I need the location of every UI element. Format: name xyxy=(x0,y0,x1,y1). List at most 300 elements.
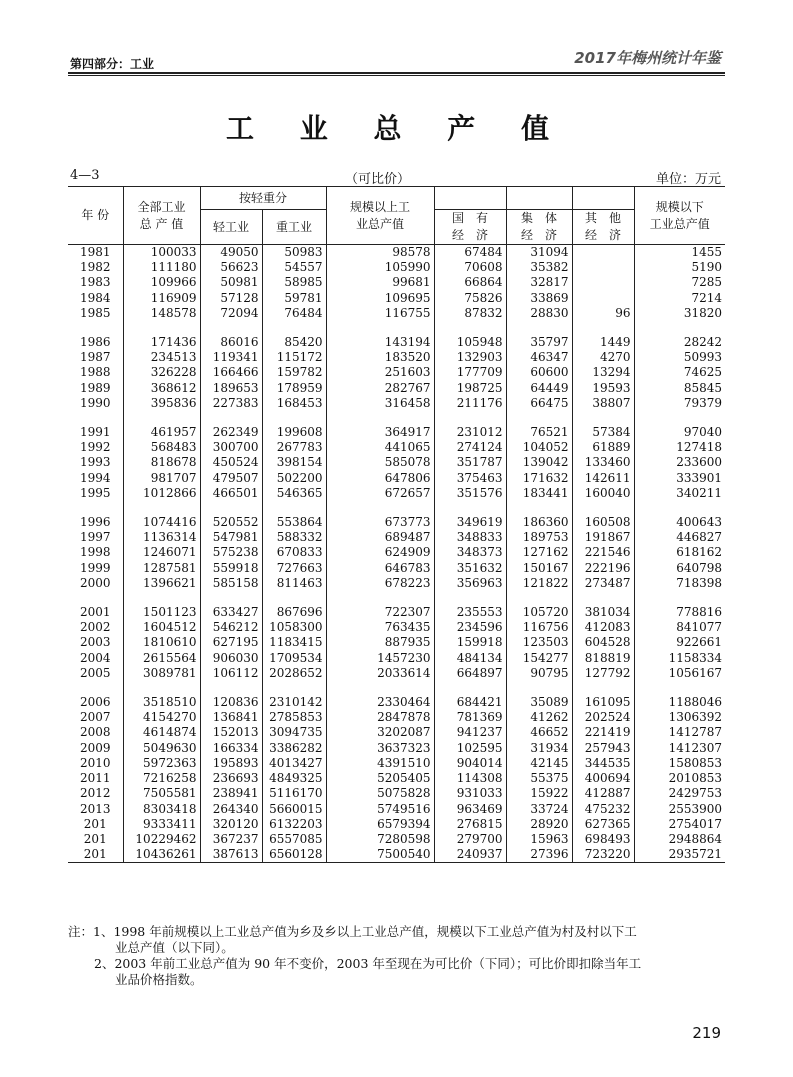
cell-heavy: 553864 xyxy=(262,515,326,530)
cell-total: 568483 xyxy=(123,440,200,455)
cell-above: 5205405 xyxy=(326,771,434,786)
cell-above: 5749516 xyxy=(326,802,434,817)
cell-above: 585078 xyxy=(326,455,434,470)
cell-state: 348833 xyxy=(434,530,506,545)
cell-collective: 183441 xyxy=(506,486,572,501)
cell-year: 1986 xyxy=(68,335,123,350)
cell-other: 61889 xyxy=(572,440,634,455)
cell-total: 1604512 xyxy=(123,620,200,635)
cell-state: 276815 xyxy=(434,817,506,832)
gap-cell xyxy=(123,411,200,425)
cell-collective: 46652 xyxy=(506,725,572,740)
cell-heavy: 85420 xyxy=(262,335,326,350)
cell-total: 5049630 xyxy=(123,741,200,756)
gap-cell xyxy=(434,591,506,605)
cell-other: 38807 xyxy=(572,396,634,411)
header-rule xyxy=(68,72,725,74)
cell-collective: 31934 xyxy=(506,741,572,756)
cell-above: 441065 xyxy=(326,440,434,455)
cell-below: 2010853 xyxy=(634,771,725,786)
col-other-line1: 其 他 xyxy=(585,211,622,225)
cell-total: 10229462 xyxy=(123,832,200,847)
cell-year: 2004 xyxy=(68,651,123,666)
cell-total: 111180 xyxy=(123,260,200,275)
table-row xyxy=(68,396,725,411)
cell-light: 120836 xyxy=(200,695,262,710)
table-row xyxy=(68,817,725,832)
cell-collective: 41262 xyxy=(506,710,572,725)
col-below xyxy=(634,187,725,245)
cell-heavy: 1058300 xyxy=(262,620,326,635)
gap-cell xyxy=(326,591,434,605)
cell-above: 116755 xyxy=(326,306,434,321)
table-row xyxy=(68,440,725,455)
cell-state: 781369 xyxy=(434,710,506,725)
cell-year: 2005 xyxy=(68,666,123,681)
cell-above: 5075828 xyxy=(326,786,434,801)
gap-cell xyxy=(262,321,326,335)
cell-collective: 116756 xyxy=(506,620,572,635)
gap-cell xyxy=(262,411,326,425)
cell-year: 201 xyxy=(68,832,123,847)
cell-above: 678223 xyxy=(326,576,434,591)
cell-above: 4391510 xyxy=(326,756,434,771)
cell-light: 236693 xyxy=(200,771,262,786)
cell-state: 132903 xyxy=(434,350,506,365)
gap-cell xyxy=(262,591,326,605)
cell-total: 1136314 xyxy=(123,530,200,545)
cell-year: 2006 xyxy=(68,695,123,710)
table-id: 4—3 xyxy=(70,168,100,183)
cell-heavy: 398154 xyxy=(262,455,326,470)
cell-collective: 33724 xyxy=(506,802,572,817)
cell-above: 183520 xyxy=(326,350,434,365)
cell-state: 87832 xyxy=(434,306,506,321)
cell-state: 684421 xyxy=(434,695,506,710)
table-row xyxy=(68,756,725,771)
cell-state: 348373 xyxy=(434,545,506,560)
cell-below: 1580853 xyxy=(634,756,725,771)
table-row xyxy=(68,515,725,530)
cell-light: 50981 xyxy=(200,275,262,290)
table-row xyxy=(68,847,725,863)
cell-above: 2330464 xyxy=(326,695,434,710)
cell-other: 412083 xyxy=(572,620,634,635)
cell-year: 1992 xyxy=(68,440,123,455)
col-year: 年 份 xyxy=(68,187,123,245)
cell-above: 624909 xyxy=(326,545,434,560)
col-above-line2: 业总产值 xyxy=(356,216,405,231)
cell-year: 1999 xyxy=(68,561,123,576)
cell-collective: 27396 xyxy=(506,847,572,863)
table-row xyxy=(68,260,725,275)
cell-collective: 28830 xyxy=(506,306,572,321)
cell-state: 102595 xyxy=(434,741,506,756)
note-1-cont: 业总产值（以下同）。 xyxy=(115,940,234,955)
cell-total: 1501123 xyxy=(123,605,200,620)
cell-collective: 186360 xyxy=(506,515,572,530)
col-total-line1: 全部工业 xyxy=(137,199,186,214)
cell-year: 1983 xyxy=(68,275,123,290)
page-title: 工 业 总 产 值 xyxy=(226,112,567,145)
cell-light: 547981 xyxy=(200,530,262,545)
cell-below: 618162 xyxy=(634,545,725,560)
cell-other: 96 xyxy=(572,306,634,321)
cell-state: 904014 xyxy=(434,756,506,771)
cell-state: 177709 xyxy=(434,365,506,380)
cell-below: 333901 xyxy=(634,471,725,486)
cell-state: 351787 xyxy=(434,455,506,470)
cell-above: 647806 xyxy=(326,471,434,486)
cell-total: 8303418 xyxy=(123,802,200,817)
cell-below: 79379 xyxy=(634,396,725,411)
table-row xyxy=(68,486,725,501)
cell-light: 166334 xyxy=(200,741,262,756)
cell-above: 99681 xyxy=(326,275,434,290)
cell-other: 723220 xyxy=(572,847,634,863)
cell-collective: 90795 xyxy=(506,666,572,681)
cell-heavy: 1183415 xyxy=(262,635,326,650)
cell-below: 1412307 xyxy=(634,741,725,756)
table-row xyxy=(68,350,725,365)
cell-total: 10436261 xyxy=(123,847,200,863)
cell-total: 3089781 xyxy=(123,666,200,681)
footnotes xyxy=(68,924,728,988)
cell-total: 9333411 xyxy=(123,817,200,832)
gap-cell xyxy=(200,411,262,425)
cell-below: 31820 xyxy=(634,306,725,321)
gap-cell xyxy=(326,501,434,515)
gap-cell xyxy=(572,321,634,335)
cell-collective: 123503 xyxy=(506,635,572,650)
cell-light: 633427 xyxy=(200,605,262,620)
cell-above: 7280598 xyxy=(326,832,434,847)
cell-state: 240937 xyxy=(434,847,506,863)
cell-below: 718398 xyxy=(634,576,725,591)
cell-year: 2010 xyxy=(68,756,123,771)
yearbook-label: 2017年梅州统计年鉴 xyxy=(574,49,721,67)
cell-light: 585158 xyxy=(200,576,262,591)
cell-total: 7216258 xyxy=(123,771,200,786)
cell-other: 160508 xyxy=(572,515,634,530)
group-gap xyxy=(68,501,725,515)
cell-other: 1449 xyxy=(572,335,634,350)
cell-state: 105948 xyxy=(434,335,506,350)
col-below-line2: 工业总产值 xyxy=(649,216,710,231)
cell-other: 273487 xyxy=(572,576,634,591)
gap-cell xyxy=(326,681,434,695)
cell-other: 221546 xyxy=(572,545,634,560)
cell-heavy: 76484 xyxy=(262,306,326,321)
table-row xyxy=(68,275,725,290)
cell-light: 466501 xyxy=(200,486,262,501)
cell-total: 171436 xyxy=(123,335,200,350)
table-row xyxy=(68,381,725,396)
cell-year: 2003 xyxy=(68,635,123,650)
cell-year: 1982 xyxy=(68,260,123,275)
cell-year: 1991 xyxy=(68,425,123,440)
cell-heavy: 115172 xyxy=(262,350,326,365)
gap-cell xyxy=(123,501,200,515)
gap-cell xyxy=(572,591,634,605)
cell-year: 2007 xyxy=(68,710,123,725)
cell-heavy: 2785853 xyxy=(262,710,326,725)
cell-year: 1990 xyxy=(68,396,123,411)
col-light-heavy: 按轻重分 xyxy=(200,187,326,210)
cell-heavy: 670833 xyxy=(262,545,326,560)
cell-light: 367237 xyxy=(200,832,262,847)
cell-total: 395836 xyxy=(123,396,200,411)
cell-heavy: 199608 xyxy=(262,425,326,440)
cell-below: 2935721 xyxy=(634,847,725,863)
cell-heavy: 727663 xyxy=(262,561,326,576)
cell-state: 351632 xyxy=(434,561,506,576)
gap-cell xyxy=(434,501,506,515)
table-row xyxy=(68,695,725,710)
cell-collective: 15922 xyxy=(506,786,572,801)
cell-heavy: 588332 xyxy=(262,530,326,545)
table-row xyxy=(68,605,725,620)
table-row xyxy=(68,576,725,591)
cell-total: 4614874 xyxy=(123,725,200,740)
gap-cell xyxy=(200,591,262,605)
cell-heavy: 2310142 xyxy=(262,695,326,710)
cell-below: 1455 xyxy=(634,245,725,261)
gap-cell xyxy=(326,411,434,425)
col-above-sub-spacer2 xyxy=(506,187,572,210)
cell-total: 981707 xyxy=(123,471,200,486)
unit-label: 单位：万元 xyxy=(655,172,721,187)
cell-heavy: 159782 xyxy=(262,365,326,380)
cell-light: 189653 xyxy=(200,381,262,396)
cell-below: 7214 xyxy=(634,291,725,306)
cell-below: 97040 xyxy=(634,425,725,440)
cell-above: 3202087 xyxy=(326,725,434,740)
cell-heavy: 267783 xyxy=(262,440,326,455)
note-2: 2、2003 年前工业总产值为 90 年不变价，2003 年至现在为可比价（下同）；可比价即扣除当年工 xyxy=(94,956,642,971)
cell-year: 201 xyxy=(68,817,123,832)
cell-light: 264340 xyxy=(200,802,262,817)
gap-cell xyxy=(68,501,123,515)
gap-cell xyxy=(572,411,634,425)
price-basis: （可比价） xyxy=(345,172,411,187)
cell-total: 4154270 xyxy=(123,710,200,725)
cell-other: 161095 xyxy=(572,695,634,710)
cell-other: 381034 xyxy=(572,605,634,620)
gap-cell xyxy=(200,681,262,695)
cell-heavy: 3094735 xyxy=(262,725,326,740)
cell-total: 1810610 xyxy=(123,635,200,650)
cell-below: 1412787 xyxy=(634,725,725,740)
cell-above: 1457230 xyxy=(326,651,434,666)
cell-below: 841077 xyxy=(634,620,725,635)
cell-state: 941237 xyxy=(434,725,506,740)
cell-other: 127792 xyxy=(572,666,634,681)
cell-light: 119341 xyxy=(200,350,262,365)
cell-below: 233600 xyxy=(634,455,725,470)
col-state-line1: 国 有 xyxy=(452,211,489,225)
cell-year: 2002 xyxy=(68,620,123,635)
cell-collective: 15963 xyxy=(506,832,572,847)
cell-collective: 189753 xyxy=(506,530,572,545)
gap-cell xyxy=(68,321,123,335)
cell-collective: 35089 xyxy=(506,695,572,710)
col-total-line2: 总 产 值 xyxy=(139,216,184,231)
col-state xyxy=(434,210,506,245)
cell-below: 640798 xyxy=(634,561,725,576)
cell-below: 1306392 xyxy=(634,710,725,725)
gap-cell xyxy=(506,501,572,515)
cell-total: 100033 xyxy=(123,245,200,261)
cell-collective: 46347 xyxy=(506,350,572,365)
cell-other xyxy=(572,291,634,306)
cell-below: 50993 xyxy=(634,350,725,365)
gap-cell xyxy=(506,411,572,425)
gap-cell xyxy=(68,591,123,605)
cell-total: 2615564 xyxy=(123,651,200,666)
cell-above: 143194 xyxy=(326,335,434,350)
cell-above: 7500540 xyxy=(326,847,434,863)
col-above-sub-spacer3 xyxy=(572,187,634,210)
col-collective xyxy=(506,210,572,245)
gap-cell xyxy=(326,321,434,335)
cell-state: 274124 xyxy=(434,440,506,455)
cell-below: 2754017 xyxy=(634,817,725,832)
cell-light: 227383 xyxy=(200,396,262,411)
cell-light: 136841 xyxy=(200,710,262,725)
col-collective-line2: 经 济 xyxy=(521,228,558,242)
cell-total: 109966 xyxy=(123,275,200,290)
cell-state: 235553 xyxy=(434,605,506,620)
cell-total: 3518510 xyxy=(123,695,200,710)
table-row xyxy=(68,471,725,486)
cell-collective: 150167 xyxy=(506,561,572,576)
cell-total: 1012866 xyxy=(123,486,200,501)
table-row xyxy=(68,245,725,261)
table-row xyxy=(68,725,725,740)
cell-collective: 139042 xyxy=(506,455,572,470)
cell-state: 231012 xyxy=(434,425,506,440)
cell-below: 74625 xyxy=(634,365,725,380)
cell-below: 1188046 xyxy=(634,695,725,710)
cell-collective: 76521 xyxy=(506,425,572,440)
cell-heavy: 4013427 xyxy=(262,756,326,771)
gap-cell xyxy=(262,501,326,515)
table-row xyxy=(68,306,725,321)
cell-total: 234513 xyxy=(123,350,200,365)
cell-other: 19593 xyxy=(572,381,634,396)
cell-collective: 64449 xyxy=(506,381,572,396)
cell-year: 1995 xyxy=(68,486,123,501)
cell-below: 340211 xyxy=(634,486,725,501)
cell-light: 166466 xyxy=(200,365,262,380)
gap-cell xyxy=(634,591,725,605)
cell-year: 2013 xyxy=(68,802,123,817)
cell-collective: 42145 xyxy=(506,756,572,771)
cell-other: 221419 xyxy=(572,725,634,740)
cell-heavy: 5116170 xyxy=(262,786,326,801)
cell-collective: 35382 xyxy=(506,260,572,275)
cell-below: 400643 xyxy=(634,515,725,530)
cell-year: 2001 xyxy=(68,605,123,620)
cell-below: 2429753 xyxy=(634,786,725,801)
table-row xyxy=(68,832,725,847)
cell-light: 546212 xyxy=(200,620,262,635)
cell-year: 2009 xyxy=(68,741,123,756)
gap-cell xyxy=(506,681,572,695)
gap-cell xyxy=(634,321,725,335)
cell-below: 1056167 xyxy=(634,666,725,681)
cell-below: 2553900 xyxy=(634,802,725,817)
gap-cell xyxy=(123,681,200,695)
cell-state: 234596 xyxy=(434,620,506,635)
cell-heavy: 6557085 xyxy=(262,832,326,847)
table-row xyxy=(68,741,725,756)
cell-collective: 154277 xyxy=(506,651,572,666)
cell-state: 664897 xyxy=(434,666,506,681)
industrial-output-table xyxy=(68,186,725,863)
cell-above: 2847878 xyxy=(326,710,434,725)
cell-above: 672657 xyxy=(326,486,434,501)
cell-other: 475232 xyxy=(572,802,634,817)
cell-collective: 33869 xyxy=(506,291,572,306)
cell-above: 673773 xyxy=(326,515,434,530)
cell-above: 282767 xyxy=(326,381,434,396)
cell-state: 67484 xyxy=(434,245,506,261)
cell-above: 6579394 xyxy=(326,817,434,832)
cell-other: 818819 xyxy=(572,651,634,666)
group-gap xyxy=(68,321,725,335)
cell-other xyxy=(572,260,634,275)
col-heavy: 重工业 xyxy=(262,210,326,245)
table-body xyxy=(68,245,725,863)
cell-collective: 104052 xyxy=(506,440,572,455)
cell-state: 198725 xyxy=(434,381,506,396)
col-collective-line1: 集 体 xyxy=(521,211,558,225)
cell-above: 316458 xyxy=(326,396,434,411)
cell-year: 1987 xyxy=(68,350,123,365)
cell-state: 66864 xyxy=(434,275,506,290)
cell-heavy: 58985 xyxy=(262,275,326,290)
table-row xyxy=(68,651,725,666)
cell-collective: 171632 xyxy=(506,471,572,486)
cell-heavy: 168453 xyxy=(262,396,326,411)
cell-heavy: 6132203 xyxy=(262,817,326,832)
cell-state: 75826 xyxy=(434,291,506,306)
cell-state: 70608 xyxy=(434,260,506,275)
cell-state: 279700 xyxy=(434,832,506,847)
col-other xyxy=(572,210,634,245)
cell-state: 356963 xyxy=(434,576,506,591)
cell-collective: 121822 xyxy=(506,576,572,591)
gap-cell xyxy=(68,681,123,695)
cell-above: 105990 xyxy=(326,260,434,275)
table-row xyxy=(68,802,725,817)
cell-other: 412887 xyxy=(572,786,634,801)
gap-cell xyxy=(506,321,572,335)
gap-cell xyxy=(434,321,506,335)
cell-below: 5190 xyxy=(634,260,725,275)
cell-collective: 28920 xyxy=(506,817,572,832)
cell-below: 778816 xyxy=(634,605,725,620)
cell-total: 818678 xyxy=(123,455,200,470)
cell-above: 109695 xyxy=(326,291,434,306)
cell-other: 400694 xyxy=(572,771,634,786)
gap-cell xyxy=(634,501,725,515)
table-row xyxy=(68,710,725,725)
cell-light: 300700 xyxy=(200,440,262,455)
cell-heavy: 546365 xyxy=(262,486,326,501)
